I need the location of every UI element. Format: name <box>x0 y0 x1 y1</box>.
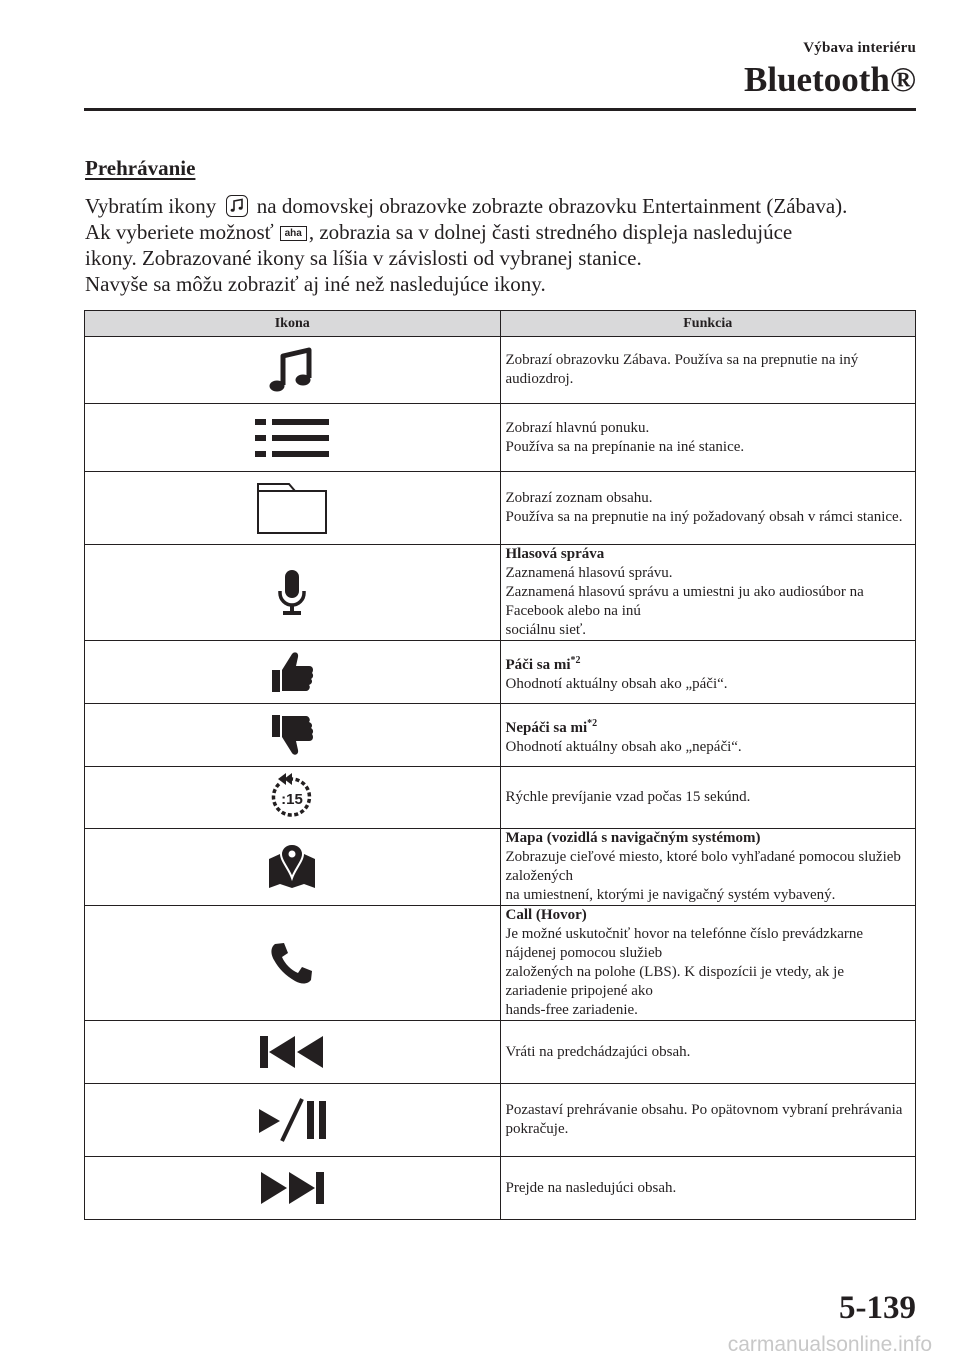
play-pause-icon <box>256 1097 328 1143</box>
function-text: Je možné uskutočniť hovor na telefónne číslo prevádzkarne nájdenej pomocou služieb <box>505 926 864 961</box>
table-row <box>85 704 916 767</box>
function-text: Pozastaví prehrávanie obsahu. Po opätovnom vybraní prehrávania pokračuje. <box>505 1102 903 1137</box>
function-cell <box>500 906 916 1021</box>
folder-icon <box>255 480 329 536</box>
intro-line-2a: Ak vyberiete možnosť <box>85 220 274 244</box>
music-note-icon <box>226 195 248 217</box>
table-header-row <box>85 311 916 337</box>
function-title <box>506 651 910 675</box>
thumbs-up-icon <box>267 649 317 695</box>
chapter-label: Výbava interiéru <box>803 40 916 56</box>
function-text: Zobrazí obrazovku Zábava. Používa sa na prepnutie na iný audiozdroj. <box>505 352 859 387</box>
icon-cell <box>85 404 501 472</box>
function-cell <box>500 472 916 545</box>
function-table <box>84 310 916 1220</box>
intro-line-4: Navyše sa môžu zobraziť aj iné než nasledujúce ikony. <box>85 272 546 296</box>
map-pin-icon <box>266 842 318 892</box>
function-text: na umiestnení, ktorými je navigačný systém vybavený. <box>505 887 836 903</box>
thumbs-down-icon <box>267 712 317 758</box>
table-row <box>85 1157 916 1220</box>
function-text: Rýchle prevíjanie vzad počas 15 sekúnd. <box>505 789 751 805</box>
function-cell <box>500 545 916 641</box>
function-cell <box>500 767 916 829</box>
table-row <box>85 641 916 704</box>
function-text: Vráti na predchádzajúci obsah. <box>505 1043 691 1060</box>
intro-line-1a: Vybratím ikony <box>85 194 217 218</box>
function-cell <box>500 829 916 906</box>
function-title: Hlasová správa <box>505 546 605 562</box>
table-row <box>85 337 916 404</box>
function-text: Ohodnotí aktuálny obsah ako „páči“. <box>505 675 728 692</box>
function-cell <box>500 1084 916 1157</box>
function-text: Používa sa na prepnutie na iný požadovaný obsah v rámci stanice. <box>505 509 903 525</box>
skip-next-icon <box>257 1168 327 1208</box>
function-text: sociálnu sieť. <box>505 622 587 638</box>
table-row <box>85 767 916 829</box>
menu-list-icon <box>252 413 332 463</box>
function-text: založených na polohe (LBS). K dispozícii je vtedy, ak je zariadenie pripojené ako <box>505 964 845 999</box>
function-cell <box>500 704 916 767</box>
skip-previous-icon <box>257 1032 327 1072</box>
function-title: Mapa (vozidlá s navigačným systémom) <box>505 830 761 846</box>
icon-cell <box>85 906 501 1021</box>
icon-cell <box>85 337 501 404</box>
function-title-text: Páči sa mi <box>505 656 571 673</box>
microphone-icon <box>272 567 312 619</box>
function-text: Zaznamená hlasovú správu a umiestni ju ako audiosúbor na Facebook alebo na inú <box>505 584 864 619</box>
page-number: 5-139 <box>839 1290 916 1326</box>
function-title-text: Nepáči sa mi <box>505 719 588 736</box>
table-row <box>85 1084 916 1157</box>
icon-cell <box>85 1157 501 1220</box>
function-text: Prejde na nasledujúci obsah. <box>505 1179 677 1196</box>
function-cell <box>500 1021 916 1084</box>
header-divider <box>84 108 916 111</box>
icon-cell <box>85 767 501 829</box>
icon-cell <box>85 472 501 545</box>
function-cell <box>500 1157 916 1220</box>
function-text: Zobrazí hlavnú ponuku. <box>505 419 650 436</box>
icon-cell <box>85 829 501 906</box>
table-row <box>85 404 916 472</box>
header-icon-column: Ikona <box>85 311 501 337</box>
table-row <box>85 829 916 906</box>
header-function-column: Funkcia <box>500 311 916 337</box>
function-text: Používa sa na prepínanie na iné stanice. <box>505 438 745 455</box>
table-row <box>85 1021 916 1084</box>
function-text: Zaznamená hlasovú správu. <box>505 565 673 581</box>
footnote-marker: *2 <box>570 654 581 666</box>
function-cell <box>500 337 916 404</box>
phone-icon <box>269 940 315 986</box>
music-note-icon <box>262 340 322 400</box>
function-cell <box>500 641 916 704</box>
function-text: hands-free zariadenie. <box>505 1002 638 1018</box>
icon-cell <box>85 1084 501 1157</box>
intro-paragraph <box>85 193 925 297</box>
icon-cell <box>85 545 501 641</box>
table-row <box>85 906 916 1021</box>
page-title: Bluetooth® <box>744 60 916 99</box>
intro-line-3: ikony. Zobrazované ikony sa líšia v závislosti od vybranej stanice. <box>85 246 642 270</box>
aha-icon: aha <box>280 226 307 241</box>
function-text: Ohodnotí aktuálny obsah ako „nepáči“. <box>505 738 742 755</box>
rewind-15-icon <box>266 772 318 824</box>
intro-line-2b: , zobrazia sa v dolnej časti stredného displeja nasledujúce <box>308 220 793 244</box>
footnote-marker: *2 <box>587 717 598 729</box>
icon-cell <box>85 641 501 704</box>
function-title: Call (Hovor) <box>505 907 587 923</box>
function-title <box>506 714 910 738</box>
function-text: Zobrazí zoznam obsahu. <box>505 490 653 506</box>
function-cell <box>500 404 916 472</box>
rewind-15-label: :15 <box>281 790 304 808</box>
table-row <box>85 472 916 545</box>
icon-cell <box>85 704 501 767</box>
function-text: Zobrazuje cieľové miesto, ktoré bolo vyhľadané pomocou služieb založených <box>505 849 901 884</box>
table-row <box>85 545 916 641</box>
icon-cell <box>85 1021 501 1084</box>
intro-line-1b: na domovskej obrazovke zobrazte obrazovku Entertainment (Zábava). <box>256 194 848 218</box>
watermark: carmanualsonline.info <box>727 1333 932 1356</box>
section-title: Prehrávanie <box>85 156 196 180</box>
